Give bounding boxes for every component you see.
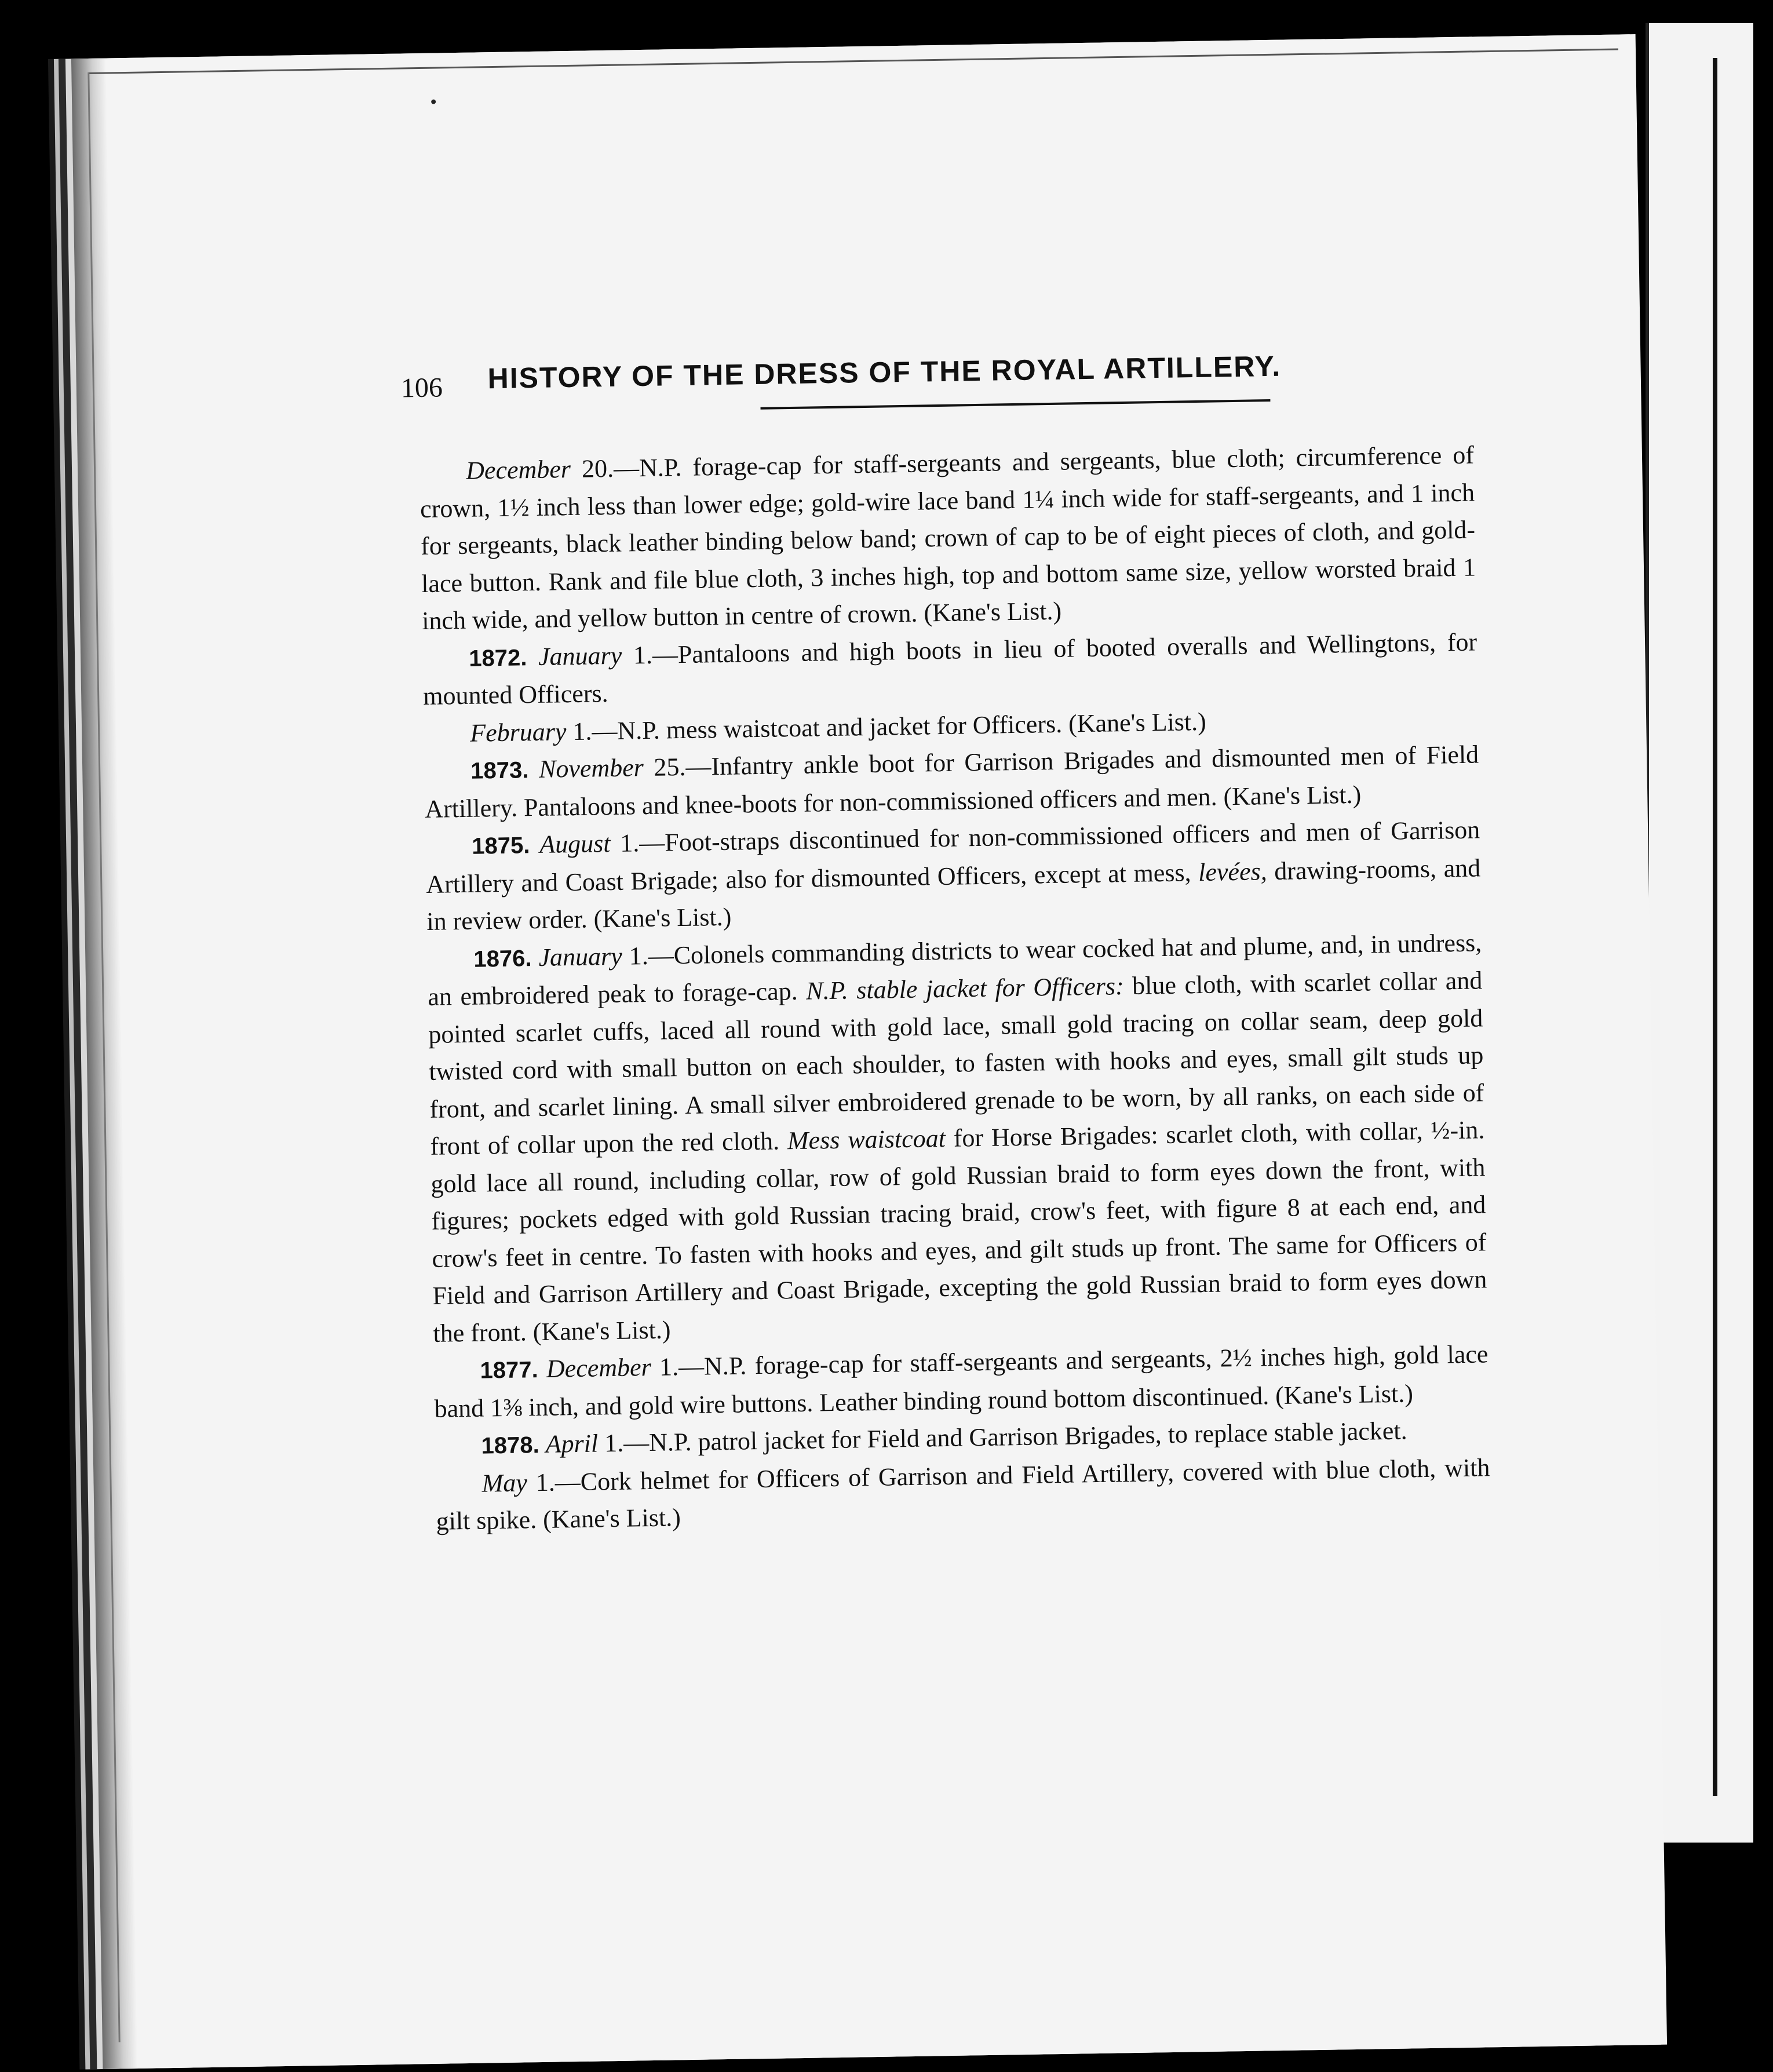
entry-1876-january: [427, 924, 1488, 1352]
entry-date: December: [546, 1352, 652, 1383]
adjacent-page-edge: [1646, 23, 1753, 1843]
book-page: [71, 34, 1667, 2069]
entry-year: 1873.: [470, 757, 529, 784]
entry-1875-august: [425, 811, 1482, 940]
entry-text: 1.—Cork helmet for Officers of Garrison and Field Artillery, covered with blue cloth, with gilt spike. (Kane's List.): [436, 1453, 1490, 1535]
entry-italic-term: N.P. stable jacket for Officers:: [805, 972, 1125, 1005]
entry-date: January: [538, 942, 623, 972]
entry-year: 1876.: [473, 945, 532, 972]
running-title: HISTORY OF THE DRESS OF THE ROYAL ARTILLERY.: [487, 349, 1282, 395]
page-body: [419, 436, 1491, 1540]
entry-text: 1.—Foot-straps discontinued for non-commissioned officers and men of Garrison Artillery and Coast Brigade; also for dismounted Officers, except at mess,: [425, 815, 1480, 899]
entry-text: 25.—Infantry ankle boot for Garrison Brigades and dismounted men of Field Artillery. Pantaloons and knee-boots for non-commissioned officers and men. (Kane's List.): [424, 740, 1479, 823]
entry-year: 1878.: [481, 1432, 540, 1459]
adjacent-page-rule: [1713, 58, 1717, 1796]
page-number: 106: [400, 372, 443, 404]
page-edge-top: [89, 48, 1618, 74]
entry-italic-term: levées,: [1198, 856, 1267, 887]
entry-text: 1.—N.P. forage-cap for staff-sergeants and sergeants, 2½ inches high, gold lace band 1⅜ inch, and gold wire buttons. Leather binding round bottom discontinued. (Kane's List.): [434, 1340, 1489, 1423]
entry-year: 1877.: [480, 1357, 539, 1384]
ink-speck: [431, 100, 436, 104]
entry-italic-term: Mess waistcoat: [787, 1123, 946, 1155]
entry-text: 1.—N.P. patrol jacket for Field and Garrison Brigades, to replace stable jacket.: [604, 1416, 1407, 1458]
entry-year: 1875.: [472, 833, 530, 859]
entry-text: 20.—N.P. forage-cap for staff-sergeants and sergeants, blue cloth; circumference of crown, 1½ inch less than lower edge; gold-wire lace band 1¼ inch wide for staff-sergeants, and 1 inch for sergeants, black leather binding below band; crown of cap to be of eight pieces of cloth, and gold-lace button. Rank and file blue cloth, 3 inches high, top and bottom same size, yellow worsted braid 1 inch wide, and yellow button in centre of crown. (Kane's List.): [419, 440, 1476, 636]
entry-date: August: [539, 829, 611, 859]
entry-1871-december: [419, 436, 1477, 640]
entry-year: 1872.: [468, 644, 527, 672]
entry-date: February: [469, 717, 567, 747]
entry-date: December: [465, 454, 571, 485]
entry-date: May: [481, 1468, 528, 1498]
entry-text: 1.—N.P. mess waistcoat and jacket for Officers. (Kane's List.): [572, 707, 1207, 746]
entry-date: November: [538, 753, 644, 783]
entry-date: April: [545, 1429, 599, 1458]
page-header: [400, 337, 1560, 407]
title-underline: [761, 399, 1271, 410]
entry-text: for Horse Brigades: scarlet cloth, with collar, ½-in. gold lace all round, including collar, row of gold Russian braid to form eyes down the front, with figures; pockets edged with gold Russian tracing braid, crow's feet, with figure 8 at each end, and crow's feet in centre. To fasten with hooks and eyes, and gilt studs up front. The same for Officers of Field and Garrison Artillery and Coast Brigade, excepting the gold Russian braid to form eyes down the front. (Kane's List.): [431, 1115, 1487, 1348]
entry-text: drawing-rooms, and in review order. (Kane's List.): [426, 853, 1481, 936]
entry-text: 1.—Pantaloons and high boots in lieu of booted overalls and Wellingtons, for mounted Officers.: [422, 627, 1478, 711]
entry-text: 1.—Colonels commanding districts to wear cocked hat and plume, and, in undress, an embroidered peak to forage-cap.: [428, 928, 1482, 1011]
entry-text: blue cloth, with scarlet collar and pointed scarlet cuffs, laced all round with gold lace, small gold tracing on collar seam, deep gold twisted cord with small button on each shoulder, to fasten with hooks and eyes, small gilt studs up front, and scarlet lining. A small silver embroidered grenade to be worn, by all ranks, on each side of front of collar upon the red cloth.: [428, 966, 1484, 1161]
entry-date: January: [538, 641, 622, 671]
